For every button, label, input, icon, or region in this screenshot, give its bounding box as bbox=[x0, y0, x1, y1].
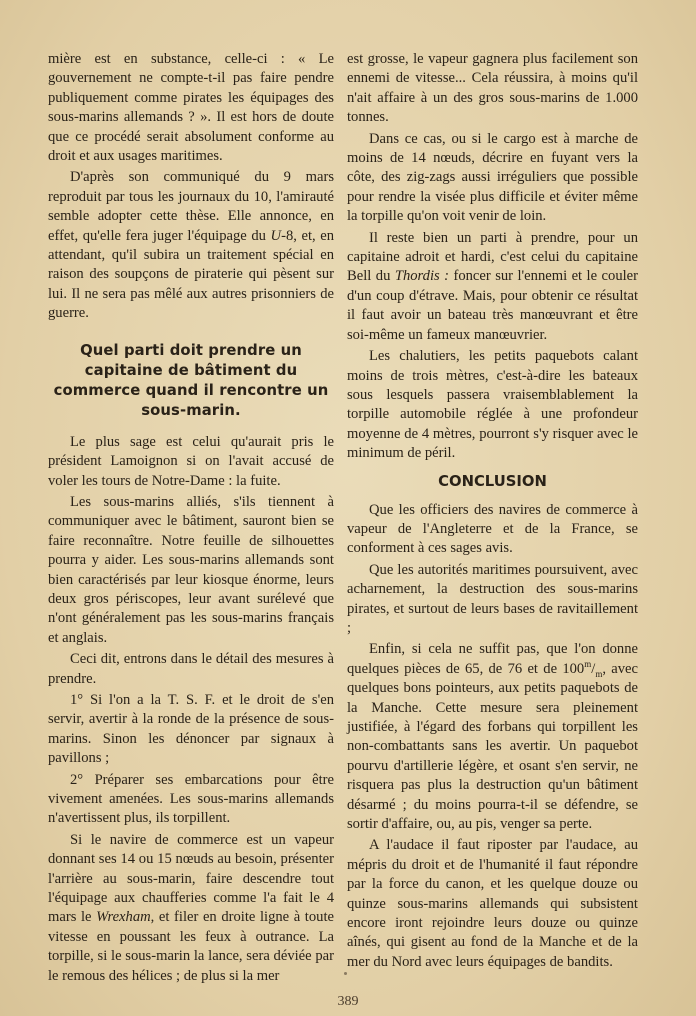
paragraph: 2° Préparer ses embarcations pour être vivement amenées. Les sous-marins allemands n'avertissent plus, ils torpillent. bbox=[48, 771, 334, 827]
print-speck bbox=[344, 972, 347, 975]
section-heading: Quel parti doit prendre un capitaine de bâtiment du commerce quand il rencontre un sous-marin. bbox=[53, 341, 329, 419]
paragraph: 1° Si l'on a la T. S. F. et le droit de s'en servir, avertir à la ronde de la présence de sous-marins. Sinon les dénoncer par signaux à pavillons ; bbox=[48, 691, 334, 767]
paragraph: est grosse, le vapeur gagnera plus facilement son ennemi de vitesse... Cela réussira, à moins qu'il n'ait affaire à un des gros sous-marins de 1.000 tonnes. bbox=[347, 51, 638, 126]
paragraph: Les chalutiers, les petits paquebots calant moins de trois mètres, c'est-à-dire les bateaux sous lesquels passera vraisemblablement la torpille automobile réglée à une profondeur moyenne de 4 mètres, pourront s'y risquer avec le minimum de péril. bbox=[347, 348, 638, 462]
paragraph: Ceci dit, entrons dans le détail des mesures à prendre. bbox=[48, 651, 334, 687]
paragraph: mière est en substance, celle-ci : « Le gouvernement ne compte-t-il pas faire pendre publiquement comme pirates les équipages des sous-marins allemands ? ». Il est hors de doute que ce procédé serait absolument conforme au droit et aux usages maritimes. bbox=[48, 51, 334, 165]
paragraph: Le plus sage est celui qu'aurait pris le président Lamoignon si on l'avait accusé de voler les tours de Notre-Dame : la fuite. bbox=[48, 433, 334, 489]
paragraph: Il reste bien un parti à prendre, pour un capitaine adroit et hardi, c'est celui du capitaine Bell du Thordis : foncer sur l'ennemi et le couler d'un coup d'étrave. Mais, pour obtenir ce résultat il faut avoir un bateau très manœuvrant et être soi-même un fameux manœuvrier. bbox=[347, 229, 639, 343]
paragraph: Les sous-marins alliés, s'ils tiennent à communiquer avec le bâtiment, sauront bien se faire reconnaître. Notre feuille de silhouettes pourra y aider. Les sous-marins allemands sont bien caractérisés par leur kiosque énorme, leurs deux gros périscopes, leur avant surélevé que n'ont généralement pas les sous-marins français et anglais. bbox=[48, 493, 334, 646]
right-column bbox=[347, 50, 638, 974]
paragraph: Dans ce cas, ou si le cargo est à marche de moins de 14 nœuds, décrire en fuyant vers la côte, des zig-zags aussi irréguliers que possible pour rendre la visée plus difficile et éviter même la torpille qu'on voit venir de loin. bbox=[347, 130, 638, 225]
page-number: 389 bbox=[337, 994, 359, 1009]
paragraph: Enfin, si cela ne suffit pas, que l'on donne quelques pièces de 65, de 76 et de $100^m/_m$, avec quelques bons pointeurs, aux petits paquebots de la Manche. Cette mesure sera pleinement justifiée, à l'égard des forbans qui torpillent les non-combattants sans les avertir. Un paquebot pourvu d'artillerie légère, et osant s'en servir, ne risquera pas plus la destruction qu'un bâtiment désarmé ; du moins pourra-t-il se défendre, se sortir d'affaire, ou, au pis, venger sa perte. bbox=[347, 641, 638, 833]
conclusion-heading: CONCLUSION bbox=[438, 472, 547, 490]
paragraph: Si le navire de commerce est un vapeur donnant ses 14 ou 15 nœuds au besoin, présenter l'arrière au sous-marin, faire descendre tout l'équipage aux chaufferies comme l'a fait le 4 mars le Wrexham, et filer en droite ligne à toute vitesse en poussant les feux à outrance. La torpille, si le sous-marin la lance, sera déviée par le remous des hélices ; de plus si la mer bbox=[48, 831, 334, 984]
left-column bbox=[48, 50, 334, 988]
paragraph: Que les officiers des navires de commerce à vapeur de l'Angleterre et de la France, se conforment à ces sages avis. bbox=[347, 501, 638, 557]
paragraph: D'après son communiqué du 9 mars reproduit par tous les journaux du 10, l'amirauté semble adopter cette thèse. Elle annonce, en effet, qu'elle fera juger l'équipage du U-8, et, en attendant, qu'il subira un traitement spécial en raison des soupçons de piraterie qui pèsent sur lui. Il ne sera pas mêlé aux autres prisonniers de guerre. bbox=[48, 169, 335, 322]
paragraph: A l'audace il faut riposter par l'audace, au mépris du droit et de l'humanité il faut répondre par la force du canon, et les quelque douze ou quinze sous-marins allemands qui subsistent encore iront rejoindre leurs douze ou quinze aînés, qui gisent au fond de la Manche et de la mer du Nord avec leurs équipages de bandits. bbox=[347, 837, 638, 970]
paragraph: Que les autorités maritimes poursuivent, avec acharnement, la destruction des sous-marins pirates, et surtout de leurs bases de ravitaillement ; bbox=[347, 561, 638, 636]
